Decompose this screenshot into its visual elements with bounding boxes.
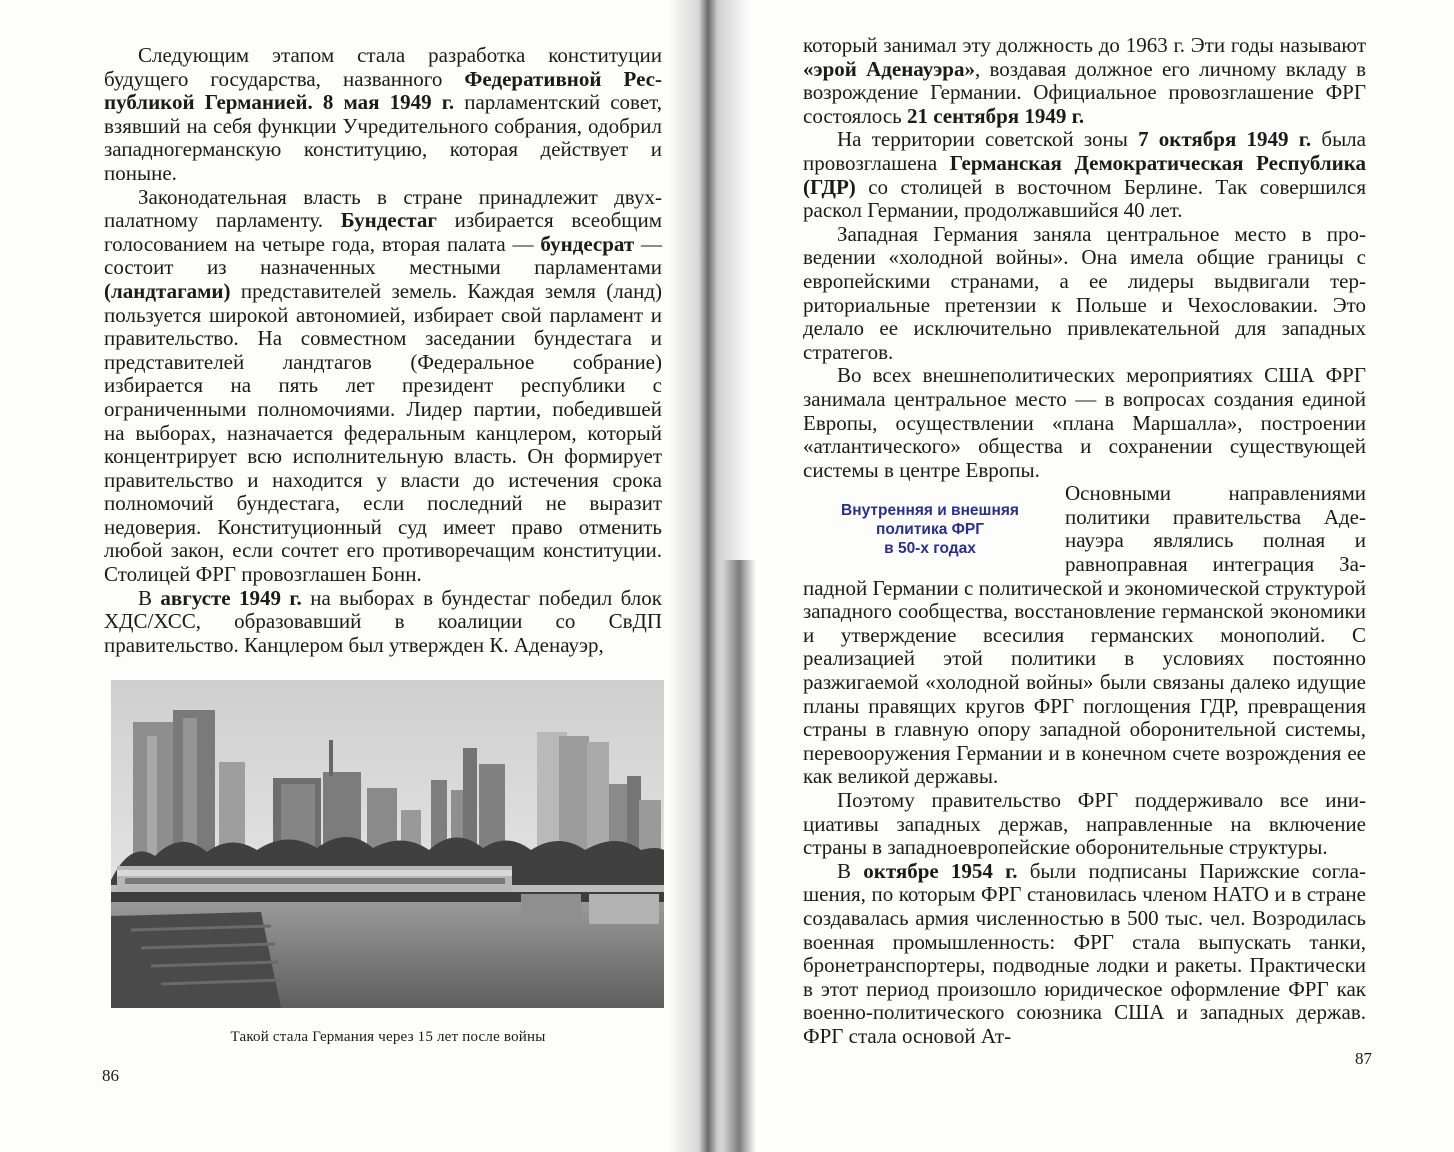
text-run: Следующим этапом стала разработка конституции будущего государства, названного (104, 43, 662, 91)
photo-caption: Такой стала Германия через 15 лет после войны (230, 1029, 546, 1045)
side-heading-line: в 50-х годах (884, 539, 976, 557)
page-number: 86 (102, 1066, 119, 1085)
bold-term: Федеративной Республикой Германией. (104, 66, 662, 115)
bold-term: «эрой Аденауэра» (803, 56, 975, 81)
paragraph (803, 364, 1366, 482)
text-run: со столицей в восточном Берлине. Так совершился раскол Германии, продолжавшийся 40 лет. (803, 174, 1366, 223)
right-page-text (803, 34, 1366, 1049)
paragraph (803, 223, 1366, 365)
paragraph (803, 34, 1366, 128)
text-run (313, 90, 323, 114)
text-run: В (138, 585, 161, 610)
text-run: На территории советской зоны (837, 127, 1139, 152)
text-run: Во всех внешнеполитических мероприятиях США ФРГ занимала центральное место — в вопросах создания единой Европы, осуществлении «плана Маршалла», построении «атлантического» общества и сохранении существующей системы в центре Европы. (803, 363, 1366, 482)
bold-term: (ландтагами) (104, 278, 231, 303)
paragraph (803, 860, 1366, 1049)
text-run: Основными направлениями политики правительства Аденауэра являлись полная и равноправная интеграция Западной Германии с политической и экономической структурой западного сообщества, восстановление германской экономики и утверждение всесилия германских монополий. С реализацией этой политики в условиях постоянно разжигаемой «холодной войны» были связаны далеко идущие планы правящих кругов ФРГ поглощения ГДР, превращения страны в главную опору западной оборонительной системы, перевооружения Германии и в конечном счете возрождения ее как великой державы. (803, 481, 1366, 789)
text-run: , воздавая должное его личному вкладу в возрождение Германии. Официальное провозглашение ФРГ состоялось (803, 56, 1366, 128)
bold-term: бундесрат (540, 231, 635, 256)
text-run: Законодательная власть в стране принадлежит двухпалатному парламенту. (104, 184, 662, 233)
city-skyline-photo (111, 680, 664, 1008)
bold-term: Германская Демократическая Республика (ГДР) (803, 150, 1366, 199)
paragraph (803, 128, 1366, 222)
text-run: В (837, 858, 864, 883)
paragraph (104, 587, 662, 658)
bold-term: августе 1949 г. (160, 585, 302, 610)
bold-term: 7 октября 1949 г. (1138, 127, 1312, 152)
text-run: была провозглашена (803, 127, 1366, 175)
text-run: избирается всеобщим голосованием на четыре года, вторая палата — (104, 208, 662, 256)
left-page-text (104, 44, 662, 657)
paragraph (104, 186, 662, 587)
side-heading-line: Внутренняя и внешняя (841, 501, 1019, 519)
side-heading-block (803, 482, 1366, 1048)
side-heading (803, 482, 1057, 576)
bold-term: 21 сентября 1949 г. (906, 103, 1085, 128)
text-run: представителей земель. Каждая земля (ланд) пользуется широкой автономией, избирает свой парламент и правительство. На совместном заседании бундестага и представителей ландтагов (Федеральное собрание) избирается на пять лет президент республики с ограниченными полномочиями. Лидер партии, победившей на выборах, назначается федеральным канцлером, который концентрирует всю исполнительную власть. Он формирует правительство и находится у власти до истечения срока полномочий бундестага, если последний не выразит недоверия. Конституционный суд имеет право отменить любой закон, если сочтет его противоречащим конституции. Столицей ФРГ провозглашен Бонн. (104, 278, 662, 587)
text-run: на выборах в бундестаг победил блок ХДС/ХСС, образовавший в коалиции со СвДП правительство. Канцлером был утвержден К. Аденауэр, (104, 585, 662, 657)
paragraph (104, 44, 662, 186)
text-run: были подписаны Парижские соглашения, по которым ФРГ становилась членом НАТО и в стране создавалась армия численностью в 500 тыс. чел. Возродилась военная промышленность: ФРГ стала выпускать танки, бронетранспортеры, подводные лодки и ракеты. Практически в этот период произошло юридическое оформление ФРГ как военно-политического союзника США и западных держав. ФРГ стала основой Ат- (803, 858, 1366, 1048)
city-skyline-image (111, 680, 664, 1008)
text-run: Поэтому правительство ФРГ поддерживало все инициативы западных держав, направленные на включение страны в западноевропейские оборонительные структуры. (803, 788, 1366, 860)
bold-term: Бундестаг (340, 208, 437, 233)
gutter-shadow (722, 560, 756, 1152)
bold-term: 8 мая 1949 г. (322, 90, 455, 115)
text-run: который занимал эту должность до 1963 г. Эти годы называют (803, 33, 1366, 57)
bold-term: октябре 1954 г. (863, 858, 1018, 883)
text-run: парламентский совет, взявший на себя функции Учредительного собрания, одобрил западногерманскую конституцию, которая действует и поныне. (104, 90, 663, 185)
paragraph (803, 789, 1366, 860)
text-run: Западная Германия заняла центральное место в проведении «холодной войны». Она имела общие границы с европейскими странами, а ее лидеры выдвигали территориальные претензии к Польше и Чехословакии. Это делало ее исключительно привлекательной для западных стратегов. (803, 221, 1366, 364)
text-run: — состоит из назначенных местными парламентами (104, 231, 663, 280)
page-number: 87 (1355, 1049, 1372, 1068)
side-heading-line: политика ФРГ (876, 520, 984, 538)
